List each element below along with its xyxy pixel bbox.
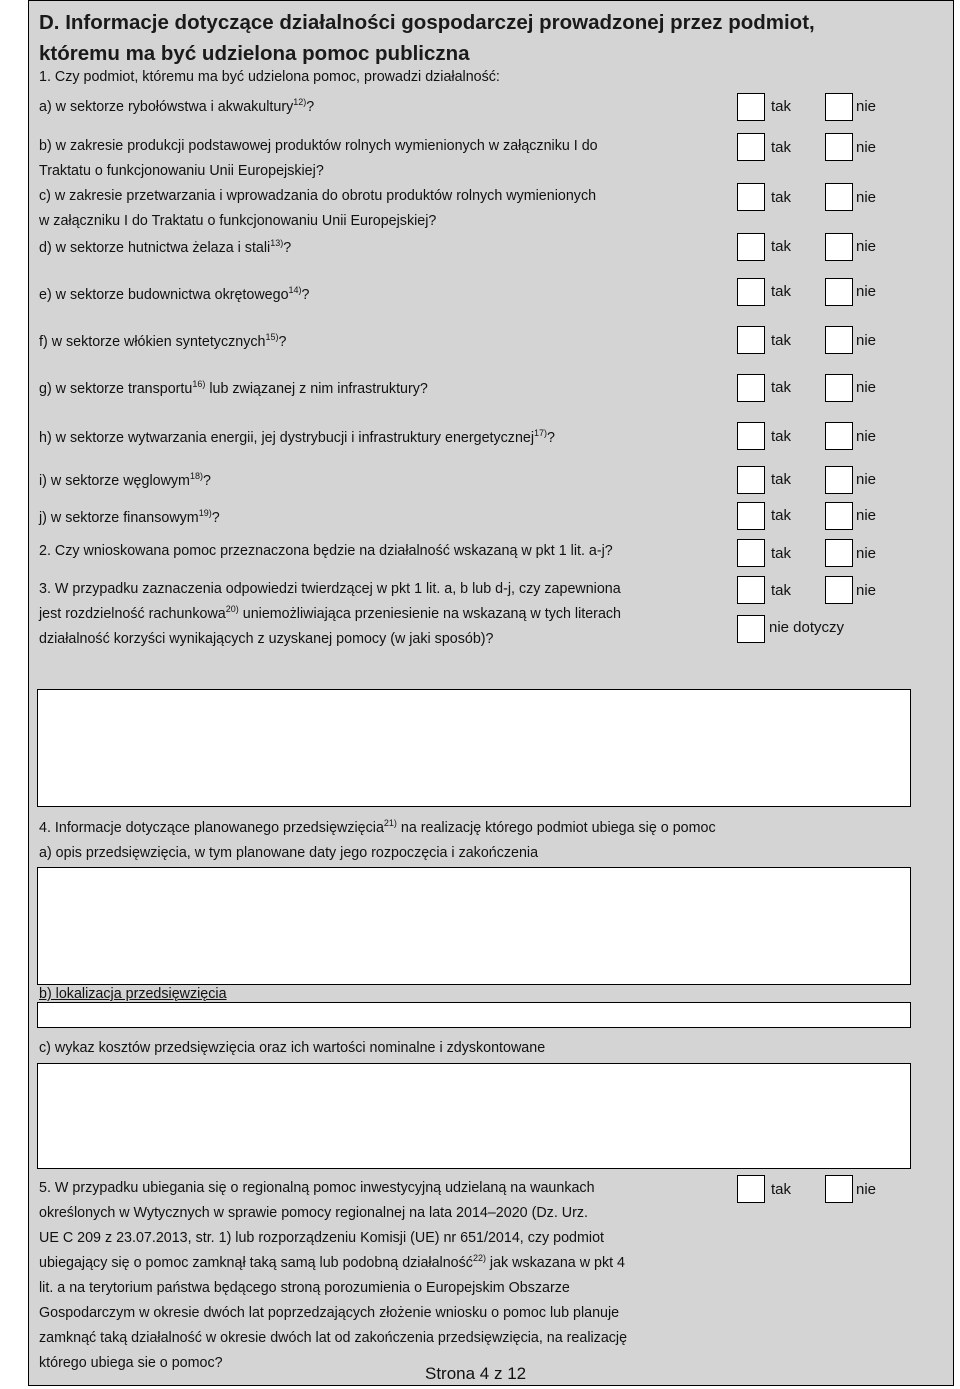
- checkbox-1c-no[interactable]: [825, 183, 853, 211]
- checkbox-3-yes[interactable]: [737, 576, 765, 604]
- question-1c: c) w zakresie przetwarzania i wprowadzania do obrotu produktów rolnych wymienionych w załączniku I do Traktatu o funkcjonowaniu Unii Europejskiej?: [39, 188, 597, 229]
- label-1a-yes: tak: [771, 98, 792, 115]
- question-4c-label: c) wykaz kosztów przedsięwzięcia oraz ich wartości nominalne i zdyskontowane: [39, 1040, 546, 1056]
- checkbox-1g-yes[interactable]: [737, 374, 765, 402]
- checkbox-1b-no[interactable]: [825, 133, 853, 161]
- checkbox-1h-yes[interactable]: [737, 422, 765, 450]
- label-1i-no: nie: [856, 471, 877, 488]
- checkbox-2-yes[interactable]: [737, 539, 765, 567]
- label-1g-yes: tak: [771, 379, 792, 396]
- question-1f: f) w sektorze włókien syntetycznych$^{15)}$?: [39, 332, 287, 350]
- checkbox-1d-no[interactable]: [825, 233, 853, 261]
- question-1-intro: 1. Czy podmiot, któremu ma być udzielona pomoc, prowadzi działalność:: [39, 69, 500, 85]
- label-1c-no: nie: [856, 189, 877, 206]
- checkbox-5-no[interactable]: [825, 1175, 853, 1203]
- label-1d-yes: tak: [771, 238, 792, 255]
- answer-box-4a[interactable]: [37, 867, 911, 985]
- question-1e: e) w sektorze budownictwa okrętowego$^{14)}$?: [39, 285, 310, 303]
- page-number: Strona 4 z 12: [425, 1364, 527, 1383]
- section-title: [39, 7, 919, 69]
- checkbox-1d-yes[interactable]: [737, 233, 765, 261]
- label-1e-no: nie: [856, 283, 877, 300]
- question-4a-label: a) opis przedsięwzięcia, w tym planowane daty jego rozpoczęcia i zakończenia: [39, 845, 539, 861]
- checkbox-5-yes[interactable]: [737, 1175, 765, 1203]
- checkbox-1j-no[interactable]: [825, 502, 853, 530]
- checkbox-1e-yes[interactable]: [737, 278, 765, 306]
- form-page: [28, 0, 954, 1386]
- label-5-no: nie: [856, 1181, 877, 1198]
- section-title-line2: któremu ma być udzielona pomoc publiczna: [39, 42, 470, 65]
- question-1a: a) w sektorze rybołówstwa i akwakultury$^{12)}$?: [39, 97, 315, 115]
- checkbox-1b-yes[interactable]: [737, 133, 765, 161]
- checkbox-1a-no[interactable]: [825, 93, 853, 121]
- section-title-line1: D. Informacje dotyczące działalności gospodarczej prowadzonej przez podmiot,: [39, 11, 815, 34]
- answer-box-4c[interactable]: [37, 1063, 911, 1169]
- checkbox-1h-no[interactable]: [825, 422, 853, 450]
- checkbox-3-no[interactable]: [825, 576, 853, 604]
- question-1b: b) w zakresie produkcji podstawowej produktów rolnych wymienionych w załączniku I do Traktatu o funkcjonowaniu Unii Europejskiej?: [39, 138, 598, 179]
- label-1c-yes: tak: [771, 189, 792, 206]
- label-3-no: nie: [856, 582, 877, 599]
- label-2-yes: tak: [771, 545, 792, 562]
- checkbox-1i-no[interactable]: [825, 466, 853, 494]
- question-1g: g) w sektorze transportu$^{16)}$ lub związanej z nim infrastruktury?: [39, 379, 428, 397]
- label-1b-no: nie: [856, 139, 877, 156]
- checkbox-1j-yes[interactable]: [737, 502, 765, 530]
- checkbox-1f-no[interactable]: [825, 326, 853, 354]
- label-2-no: nie: [856, 545, 877, 562]
- label-1h-yes: tak: [771, 428, 792, 445]
- checkbox-1c-yes[interactable]: [737, 183, 765, 211]
- label-1d-no: nie: [856, 238, 877, 255]
- question-2: 2. Czy wnioskowana pomoc przeznaczona będzie na działalność wskazaną w pkt 1 lit. a-j?: [39, 543, 613, 559]
- label-1j-no: nie: [856, 507, 877, 524]
- answer-box-3[interactable]: [37, 689, 911, 807]
- question-4b-label: b) lokalizacja przedsięwzięcia: [39, 986, 227, 1002]
- checkbox-3-not-applicable[interactable]: [737, 615, 765, 643]
- label-1b-yes: tak: [771, 139, 792, 156]
- label-3-yes: tak: [771, 582, 792, 599]
- label-1f-yes: tak: [771, 332, 792, 349]
- question-4-title: 4. Informacje dotyczące planowanego przedsięwzięcia$^{21)}$ na realizację którego podmiot ubiega się o pomoc: [39, 818, 716, 836]
- label-1g-no: nie: [856, 379, 877, 396]
- label-1j-yes: tak: [771, 507, 792, 524]
- question-1i: i) w sektorze węglowym$^{18)}$?: [39, 471, 211, 489]
- question-1h: h) w sektorze wytwarzania energii, jej dystrybucji i infrastruktury energetycznej$^{17)}$?: [39, 428, 555, 446]
- question-3: 3. W przypadku zaznaczenia odpowiedzi twierdzącej w pkt 1 lit. a, b lub d-j, czy zapewniona jest rozdzielność rachunkowa$^{20)}$ uniemożliwiająca przeniesienie na wskazaną w tych literach działalność korzyści wynikających z uzyskanej pomocy (w jaki sposób)?: [39, 581, 621, 647]
- answer-box-4b[interactable]: [37, 1002, 911, 1028]
- label-1h-no: nie: [856, 428, 877, 445]
- checkbox-1f-yes[interactable]: [737, 326, 765, 354]
- label-1i-yes: tak: [771, 471, 792, 488]
- checkbox-1e-no[interactable]: [825, 278, 853, 306]
- label-1a-no: nie: [856, 98, 877, 115]
- checkbox-2-no[interactable]: [825, 539, 853, 567]
- label-3-not-applicable: nie dotyczy: [769, 619, 845, 636]
- checkbox-1i-yes[interactable]: [737, 466, 765, 494]
- question-1d: d) w sektorze hutnictwa żelaza i stali$^{13)}$?: [39, 238, 292, 256]
- question-5: 5. W przypadku ubiegania się o regionalną pomoc inwestycyjną udzielaną na waunkach określonych w Wytycznych w sprawie pomocy regionalnej na lata 2014–2020 (Dz. Urz. UE C 209 z 23.07.2013, str. 1) lub rozporządzeniu Komisji (UE) nr 651/2014, czy podmiot ubiegający się o pomoc zamknął taką samą lub podobną działalność$^{22)}$ jak wskazana w pkt 4 lit. a na terytorium państwa będącego stroną porozumienia o Europejskim Obszarze Gospodarczym w okresie dwóch lat poprzedzających złożenie wniosku o pomoc lub planuje zamknąć taką działalność w okresie dwóch lat od zakończenia przedsięwzięcia, na realizację którego ubiega sie o pomoc?: [39, 1180, 628, 1371]
- question-1j: j) w sektorze finansowym$^{19)}$?: [39, 508, 220, 526]
- checkbox-1a-yes[interactable]: [737, 93, 765, 121]
- label-1f-no: nie: [856, 332, 877, 349]
- label-1e-yes: tak: [771, 283, 792, 300]
- label-5-yes: tak: [771, 1181, 792, 1198]
- checkbox-1g-no[interactable]: [825, 374, 853, 402]
